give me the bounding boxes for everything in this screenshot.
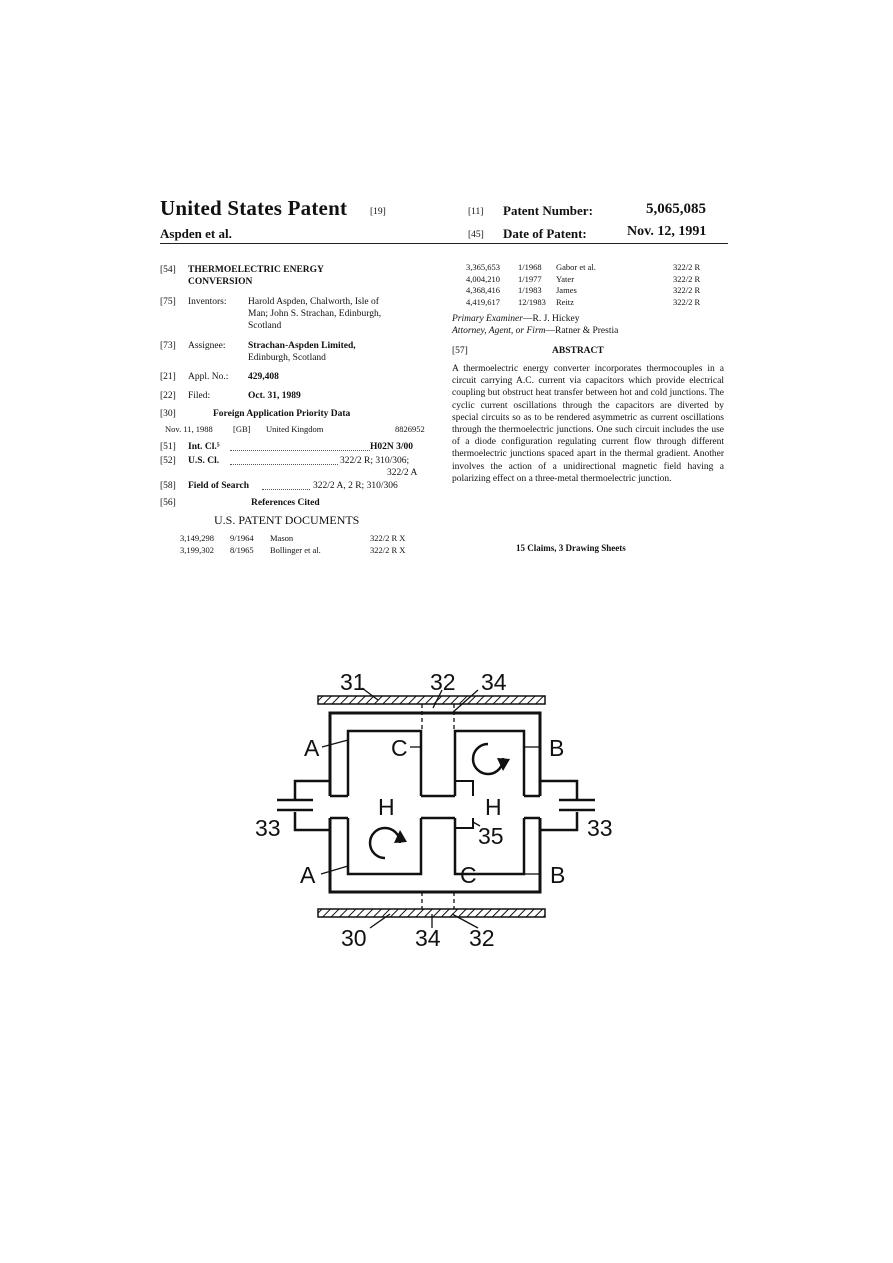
- upper-outer-loop: [330, 713, 540, 796]
- label-h-left: H: [378, 794, 395, 820]
- appl-label: Appl. No.:: [188, 372, 229, 382]
- fos-code: [58]: [160, 481, 176, 491]
- label-b-top: B: [549, 735, 565, 761]
- intcl-value: H02N 3/00: [370, 442, 414, 452]
- patent-date: Nov. 12, 1991: [627, 224, 707, 239]
- title-code: [54]: [160, 265, 176, 275]
- patent-number-ref: [11]: [468, 207, 484, 217]
- appl-code: [21]: [160, 372, 176, 382]
- label-34-bottom: 34: [415, 925, 441, 951]
- uscl-value: 322/2 R; 310/306;: [340, 456, 410, 466]
- doc-class: 322/2 R: [673, 262, 701, 272]
- label-33-left: 33: [255, 815, 281, 841]
- label-34-top: 34: [481, 669, 507, 695]
- doc-name: Reitz: [556, 296, 574, 307]
- us-docs-heading: U.S. PATENT DOCUMENTS: [214, 513, 360, 527]
- assignee-line-1: Strachan-Aspden Limited,: [248, 341, 356, 351]
- refs-code: [56]: [160, 498, 176, 508]
- label-b-bottom: B: [550, 862, 566, 888]
- clockwise-arrow-lower: [370, 828, 400, 858]
- patent-office-title: United States Patent: [160, 196, 348, 220]
- doc-number: 3,199,302: [180, 545, 214, 555]
- inventors-line-3: Scotland: [248, 321, 282, 331]
- label-32-top: 32: [430, 669, 456, 695]
- foreign-heading: Foreign Application Priority Data: [213, 409, 351, 419]
- label-33-right: 33: [587, 815, 613, 841]
- attorney-line: Attorney, Agent, or Firm—Ratner & Prestia: [452, 326, 619, 336]
- doc-date: 9/1964: [230, 533, 254, 543]
- doc-class: 322/2 R: [673, 273, 701, 284]
- inventors-line-2: Man; John S. Strachan, Edinburgh,: [248, 309, 382, 319]
- doc-number: 4,419,617: [466, 296, 500, 307]
- doc-number: 4,368,416: [466, 285, 500, 295]
- refs-heading: References Cited: [251, 498, 320, 508]
- label-c-bottom: C: [460, 862, 477, 888]
- appl-number: 429,408: [248, 372, 279, 382]
- claims-line: 15 Claims, 3 Drawing Sheets: [516, 543, 626, 553]
- foreign-country-code: [GB]: [233, 424, 251, 434]
- doc-date: 1/1977: [518, 273, 542, 284]
- doc-class: 322/2 R X: [370, 545, 406, 555]
- date-label: Date of Patent:: [503, 226, 587, 241]
- doc-date: 12/1983: [518, 296, 546, 307]
- lower-outer-loop: [330, 818, 540, 892]
- fos-value: 322/2 A, 2 R; 310/306: [313, 481, 398, 491]
- inventors-code: [75]: [160, 297, 176, 307]
- intcl-label: Int. Cl.⁵: [188, 442, 220, 452]
- foreign-date: Nov. 11, 1988: [165, 424, 213, 434]
- abstract-code: [57]: [452, 346, 468, 356]
- foreign-country: United Kingdom: [266, 424, 324, 434]
- abstract-heading: ABSTRACT: [552, 346, 604, 356]
- filed-code: [22]: [160, 391, 176, 401]
- label-31: 31: [340, 669, 366, 695]
- foreign-number: 8826952: [395, 424, 425, 434]
- inventors-label: Inventors:: [188, 297, 227, 307]
- title-ref: [19]: [370, 207, 386, 217]
- label-30: 30: [341, 925, 367, 951]
- examiner-line: Primary Examiner—R. J. Hickey: [452, 314, 580, 324]
- assignee-line-2: Edinburgh, Scotland: [248, 353, 326, 363]
- label-c-top: C: [391, 735, 408, 761]
- label-32-bottom: 32: [469, 925, 495, 951]
- label-h-right: H: [485, 794, 502, 820]
- doc-number: 3,149,298: [180, 533, 214, 543]
- doc-date: 8/1965: [230, 545, 254, 555]
- label-35: 35: [478, 823, 504, 849]
- label-a-bottom: A: [300, 862, 316, 888]
- label-a-top: A: [304, 735, 320, 761]
- attorney-label: Attorney, Agent, or Firm: [452, 326, 546, 336]
- authors: Aspden et al.: [160, 226, 232, 241]
- filed-label: Filed:: [188, 391, 211, 401]
- doc-name: James: [556, 285, 577, 295]
- foreign-code: [30]: [160, 409, 176, 419]
- doc-number: 4,004,210: [466, 273, 500, 284]
- patent-number-label: Patent Number:: [503, 203, 593, 218]
- invention-title-2: CONVERSION: [188, 277, 253, 287]
- upper-inner-loop: [348, 731, 524, 796]
- filed-date: Oct. 31, 1989: [248, 391, 301, 401]
- left-capacitor: [277, 781, 330, 830]
- doc-class: 322/2 R: [673, 285, 701, 295]
- uscl-value-2: 322/2 A: [387, 468, 418, 478]
- top-plate: [318, 696, 545, 704]
- doc-date: 1/1968: [518, 262, 542, 272]
- assignee-label: Assignee:: [188, 341, 226, 351]
- doc-name: Gabor et al.: [556, 262, 596, 272]
- doc-number: 3,365,653: [466, 262, 500, 272]
- assignee-code: [73]: [160, 341, 176, 351]
- doc-name: Mason: [270, 533, 294, 543]
- upper-circuit: [330, 713, 540, 796]
- attorney-name: Ratner & Prestia: [555, 326, 619, 336]
- uscl-code: [52]: [160, 456, 176, 466]
- abstract-text: A thermoelectric energy converter incorporates thermocouples in a circuit carrying A.C. current via capacitors which provide electrical coupling but obstruct heat transfer between hot and cold junctions. The cyclic current oscillations through the capacitors are diverted by special circuits so as to be rendered asymmetric as current oscillations through the thermoelectric junctions. One such circuit includes the use of a diode configuration regulating current flow through different thermoelectric junctions spaced apart in the thermal gradient. Another involves the action of a unidirectional magnetic field having a polarizing effect on a three-metal thermoelectric junction.: [452, 364, 724, 484]
- examiner-label: Primary Examiner: [452, 314, 523, 324]
- junction-dashes: [422, 704, 454, 909]
- invention-title-1: THERMOELECTRIC ENERGY: [188, 265, 324, 275]
- intcl-code: [51]: [160, 442, 176, 452]
- doc-date: 1/1983: [518, 285, 542, 295]
- doc-name: Yater: [556, 273, 575, 284]
- uscl-label: U.S. Cl.: [188, 456, 220, 466]
- doc-class: 322/2 R: [673, 296, 701, 307]
- examiner-name: R. J. Hickey: [532, 314, 580, 324]
- diode-35: [455, 781, 473, 828]
- lower-circuit: [330, 818, 540, 892]
- date-ref: [45]: [468, 230, 484, 240]
- fos-label: Field of Search: [188, 481, 250, 491]
- doc-name: Bollinger et al.: [270, 545, 321, 555]
- inventors-line-1: Harold Aspden, Chalworth, Isle of: [248, 297, 379, 307]
- patent-number: 5,065,085: [646, 201, 706, 217]
- doc-class: 322/2 R X: [370, 533, 406, 543]
